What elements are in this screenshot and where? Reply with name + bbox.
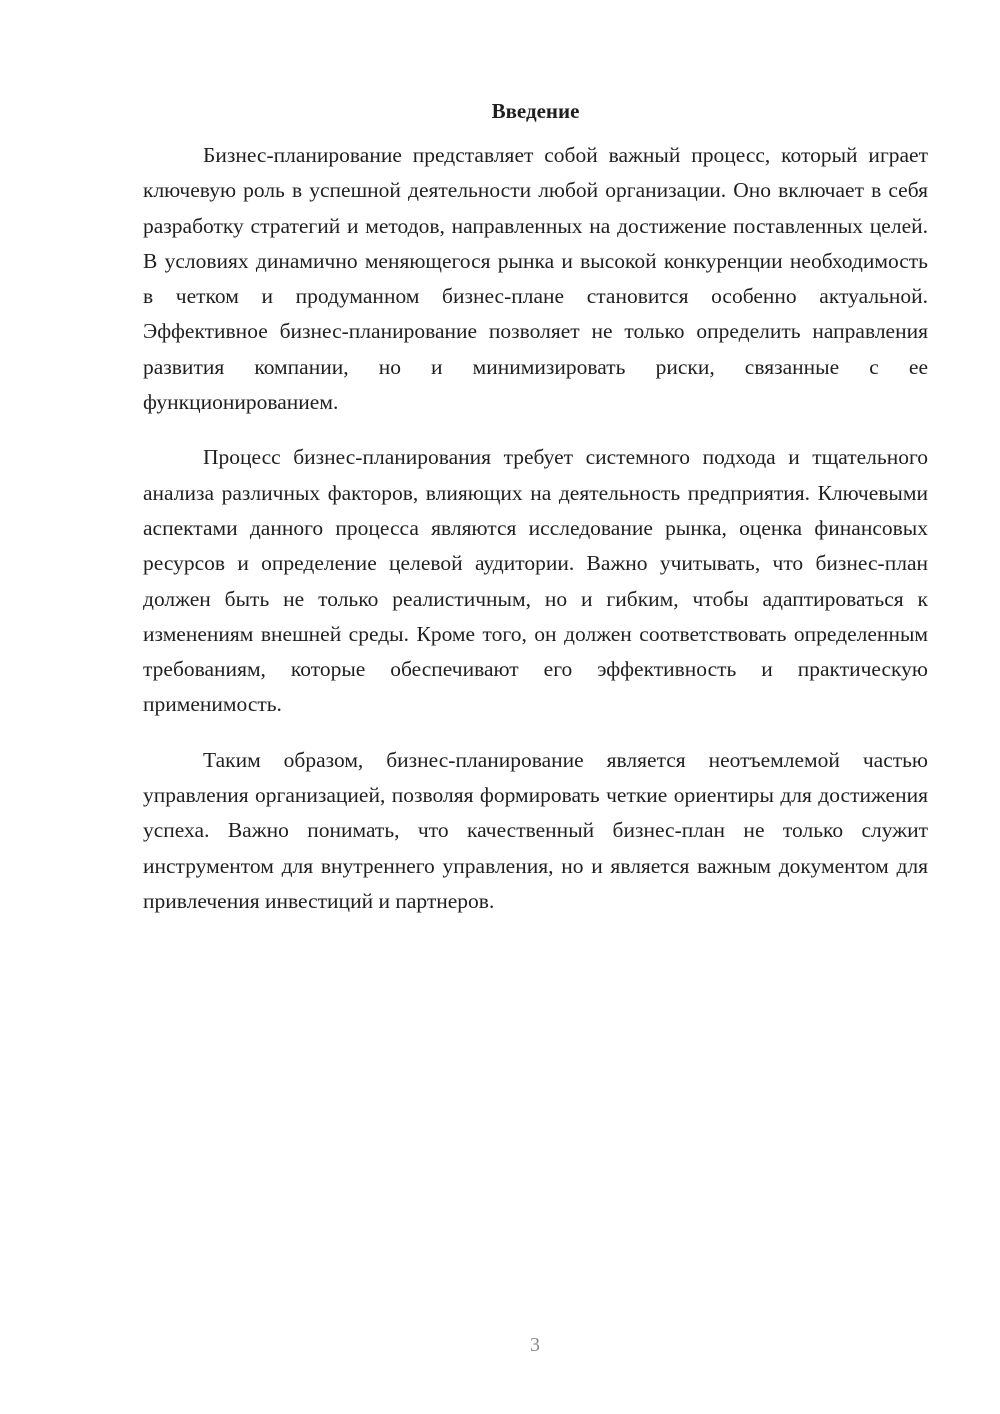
paragraph-3: Таким образом, бизнес-планирование является неотъемлемой частью управления организацией, позволяя формировать четкие ориентиры для достижения успеха. Важно понимать, что качественный бизнес-план не только служит инструментом для внутреннего управления, но и является важным документом для привлечения инвестиций и партнеров. — [143, 747, 928, 913]
paragraph-1: Бизнес-планирование представляет собой важный процесс, который играет ключевую роль в успешной деятельности любой организации. Оно включает в себя разработку стратегий и методов, направленных на достижение поставленных целей. В условиях динамично меняющегося рынка и высокой конкуренции необходимость в четком и продуманном бизнес-плане становится особенно актуальной. Эффективное бизнес-планирование позволяет не только определить направления развития компании, но и минимизировать риски, связанные с ее функционированием. — [143, 143, 928, 415]
page-content — [143, 96, 928, 939]
paragraph-2: Процесс бизнес-планирования требует системного подхода и тщательного анализа различных факторов, влияющих на деятельность предприятия. Ключевыми аспектами данного процесса являются исследование рынка, оценка финансовых ресурсов и определение целевой аудитории. Важно учитывать, что бизнес-план должен быть не только реалистичным, но и гибким, чтобы адаптироваться к изменениям внешней среды. Кроме того, он должен соответствовать определенным требованиям, которые обеспечивают его эффективность и практическую применимость. — [143, 445, 928, 717]
section-heading: Введение — [491, 99, 580, 123]
page-number: 3 — [530, 1334, 540, 1356]
